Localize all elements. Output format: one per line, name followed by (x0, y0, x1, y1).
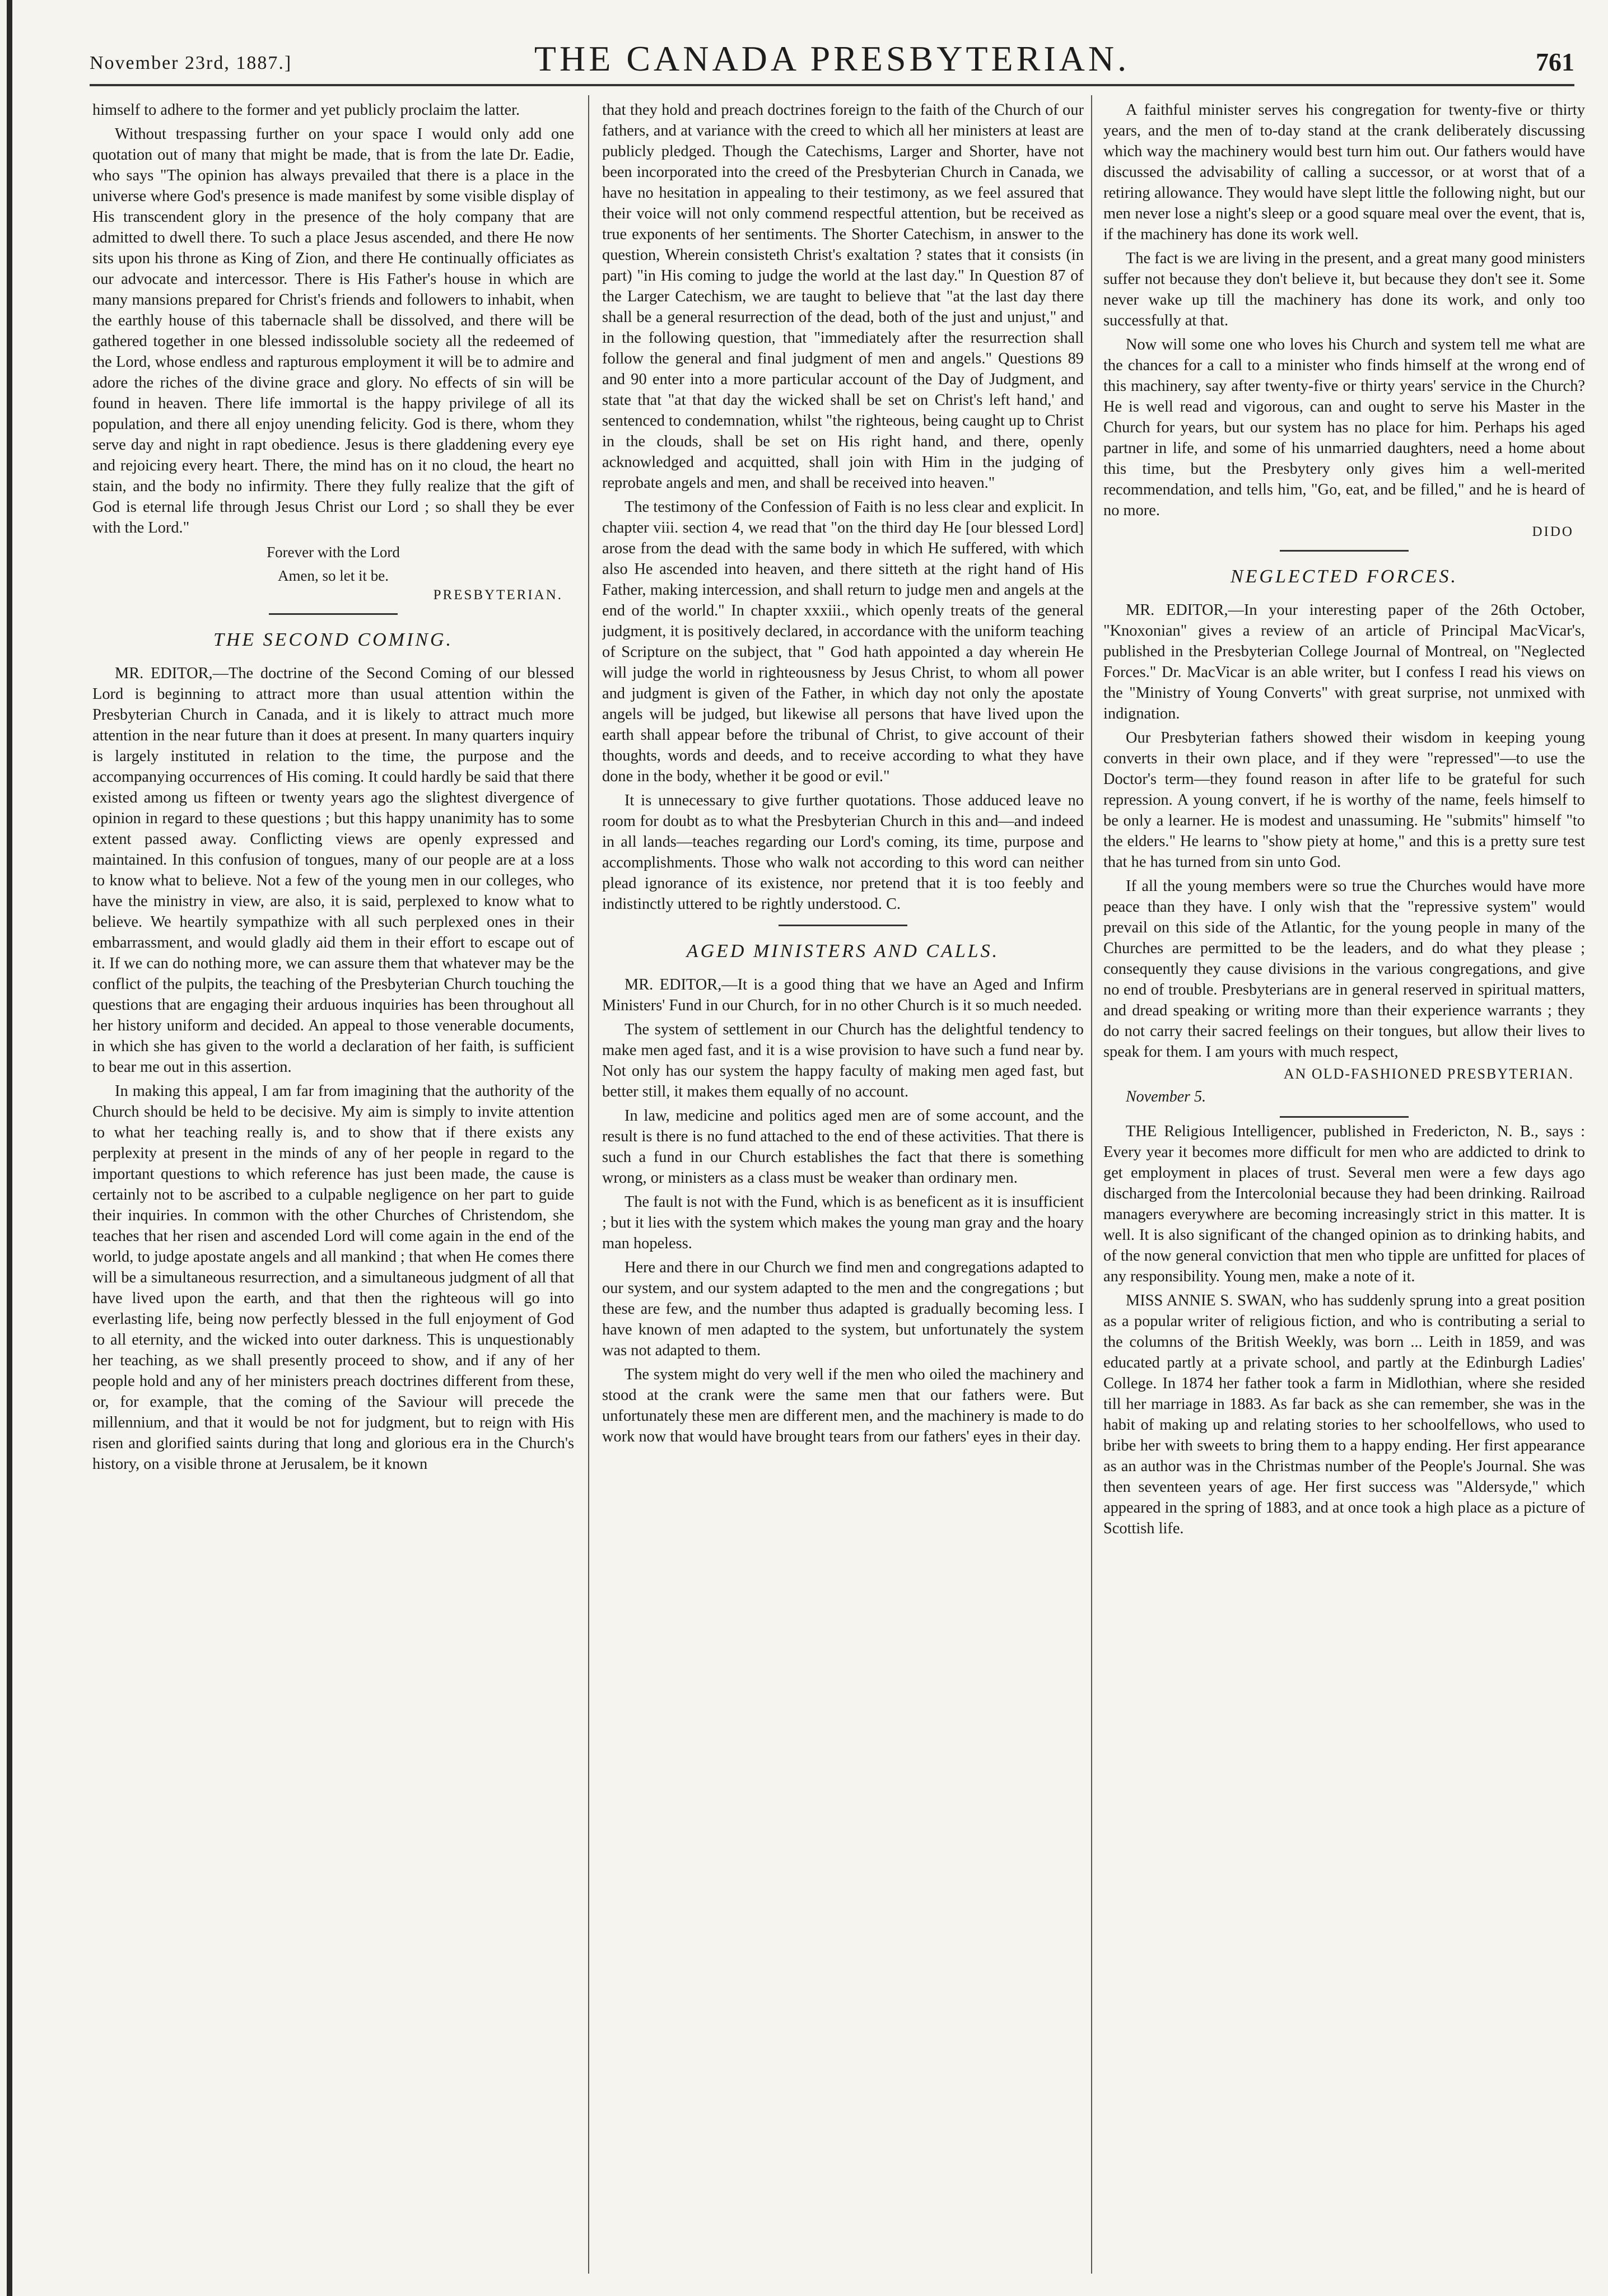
column-divider (588, 95, 589, 2274)
column-1 (92, 100, 574, 2279)
salutation: MR. EDITOR, (115, 665, 213, 682)
paragraph: Here and there in our Church we find men and congregations adapted to our system, and our system adapted to the men and the congregations ; but these are few, and the number thus adapted is gradually becoming less. I have known of men adapted to the system, but unfortunately the system was not adapted to them. (602, 1259, 1084, 1359)
paragraph: The testimony of the Confession of Faith is no less clear and explicit. In chapter viii. section 4, we read that "on the third day He [our blessed Lord] arose from the dead with the same body in which He suffered, with which also He ascended into heaven, and there sitteth at the right hand of His Father, making intercession, and shall return to judge men and angels at the end of the world." In chapter xxxiii., which openly treats of the general judgment, it is positively declared, in accordance with the uniform teaching of Scripture on the subject, that " God hath appointed a day wherein He will judge the world in righteousness by Jesus Christ, to whom all power and judgment is given of the Father, in which day not only the apostate angels will be judged, but likewise all persons that have lived upon the earth shall appear before the tribunal of Christ, to give account of their thoughts, words and deeds, and to receive according to what they have done in the body, whether it be good or evil." (602, 498, 1084, 785)
paragraph: The system might do very well if the men who oiled the machinery and stood at the crank were the same men that our fathers were. But unfortunately these men are different men, and the machinery is made to do work now that would have brought tears from our fathers' eyes in their day. (602, 1366, 1084, 1445)
paragraph-text: —The doctrine of the Second Coming of our blessed Lord is beginning to attract more than usual attention within the Presbyterian Church in Canada, and it is likely to attract much more attention in the near future than it does at present. In many quarters inquiry is largely instituted in relation to the time, the purpose and the accompanying occurrences of His coming. It could hardly be said that there existed among us fifteen or twenty years ago the slightest divergence of opinion in regard to these questions ; but this happy unanimity has to some extent passed away. Conflicting views are openly expressed and maintained. In this confusion of tongues, many of our people are at a loss to know what to believe. Not a few of the young men in our colleges, who have the ministry in view, are also, it is said, perplexed to know what to believe. We heartily sympathize with all such perplexed ones in their embarrassment, and would gladly aid them in their effort to escape out of it. If we can do nothing more, we can assure them that whatever may be the conflict of the pulpits, the teaching of the Presbyterian Church touching the questions that are engaging their arduous inquiries has been throughout all her history uniform and decided. An appeal to those venerable documents, in which she has given to the world a declaration of her faith, is sufficient to bear me out in this assertion. (92, 665, 574, 1076)
paragraph: In law, medicine and politics aged men are of some account, and the result is there is no fund attached to the end of these activities. That there is such a fund in our Church establishes the fact that there is something wrong, or ministers as a class must be weaker than ordinary men. (602, 1107, 1084, 1187)
paragraph (1103, 600, 1585, 724)
paragraph: The fact is we are living in the present, and a great many good ministers suffer not because they don't believe it, but because they don't see it. Some never wake up till the machinery has done its work, and only too successfully at that. (1103, 250, 1585, 329)
paragraph: In making this appeal, I am far from imagining that the authority of the Church should be held to be decisive. My aim is simply to invite attention to what her teaching really is, and to show that if there exists any perplexity at present in the minds of any of her people in regard to the important questions to which reference has just been made, the cause is certainly not to be ascribed to a culpable negligence on her part to guide their inquiries. In common with the other Churches of Christendom, she teaches that her risen and ascended Lord will come again in the end of the world, to judge apostate angels and all mankind ; that when He comes there will be a simultaneous resurrection, and a simultaneous judgment of all that have lived upon the earth, and that then the righteous will go into everlasting life, being now perfectly blessed in the full enjoyment of God to all eternity, and the wicked into outer darkness. This is unquestionably her teaching, as we shall presently proceed to show, and if any of her people hold and any of her ministers preach doctrines different from these, or, for example, that the coming of the Saviour will precede the millennium, and that it would be not for judgment, but to reign with His risen and glorified saints during that long and glorious era in the Church's history, on a visible throne at Jerusalem, be it known (92, 1082, 574, 1473)
separator-rule (779, 925, 907, 926)
article-heading: THE SECOND COMING. (213, 629, 454, 650)
article-heading: NEGLECTED FORCES. (1230, 566, 1458, 587)
page-edge-rule (7, 0, 12, 2296)
separator-rule (1280, 550, 1409, 552)
column-divider (1091, 95, 1092, 2274)
paragraph-text: —It is a good thing that we have an Aged and Infirm Ministers' Fund in our Church, for in no other Church is it so much needed. (602, 976, 1084, 1014)
header-rule (90, 84, 1574, 86)
paragraph-text: —In your interesting paper of the 26th October, "Knoxonian" gives a review of an article of Principal MacVicar's, published in the Presbyterian College Journal of Montreal, on "Neglected Forces." Dr. MacVicar is an able writer, but I confess I read his views on the "Ministry of Young Converts" with great surprise, not unmixed with indignation. (1103, 601, 1585, 722)
column-3 (1103, 100, 1585, 2279)
paragraph: Now will some one who loves his Church and system tell me what are the chances for a call to a minister who finds himself at the wrong end of this machinery, say after twenty-five or thirty years' service in the Church? He is well read and vigorous, can and ought to serve his Master in the Church for years, but our system has no place for him. Perhaps his aged partner in life, and some of his unmarried daughters, need a home about this time, but the Presbytery only gives him a well-merited recommendation, and tells him, "Go, eat, and be filled," and he is heard of no more. (1103, 336, 1585, 519)
paragraph: It is unnecessary to give further quotations. Those adduced leave no room for doubt as to what the Presbyterian Church in this and—and indeed in all lands—teaches regarding our Lord's coming, its time, purpose and accomplishments. Those who walk not according to this word can neither plead ignorance of its existence, nor pretend that it is too feebly and indistinctly uttered to be rightly understood. C. (602, 792, 1084, 913)
issue-date: November 23rd, 1887.] (90, 53, 292, 73)
paragraph: THE Religious Intelligencer, published in Fredericton, N. B., says : Every year it becomes more difficult for men who are addicted to drink to get employment in places of trust. Several men were a few days ago discharged from the Intercolonial because they had been drinking. Railroad managers everywhere are becoming increasingly strict in this matter. It is well. It is also significant of the changed opinion as to drinking habits, and of the now general conviction that men who tipple are unfitted for places of any responsibility. Young men, make a note of it. (1103, 1123, 1585, 1285)
salutation: MR. EDITOR, (624, 976, 722, 993)
verse-line: Amen, so let it be. (278, 567, 389, 584)
paragraph (602, 974, 1084, 1016)
separator-rule (1280, 1116, 1409, 1118)
column-2 (602, 100, 1084, 2279)
dateline: November 5. (1126, 1088, 1206, 1105)
paragraph: himself to adhere to the former and yet publicly proclaim the latter. (92, 101, 520, 119)
paragraph: that they hold and preach doctrines foreign to the faith of the Church of our fathers, and at variance with the creed to which all her ministers at least are publicly pledged. Though the Catechisms, Larger and Shorter, have not been incorporated into the creed of the Presbyterian Church in Canada, we have no hesitation in appealing to their testimony, as we feel assured that their voice will not only commend respectful attention, but be received as true exponents of her sentiments. The Shorter Catechism, in answer to the question, Wherein consisteth Christ's exaltation ? states that it consists (in part) "in His coming to judge the world at the last day." In Question 87 of the Larger Catechism, we are taught to believe that "at the last day there shall be a general resurrection of the dead, both of the just and unjust," and in the following question, that "immediately after the resurrection shall follow the general and final judgment of men and angels." Questions 89 and 90 enter into a more particular account of the Day of Judgment, and state that "at that day the wicked shall be set on Christ's left hand,' and sentenced to condemnation, whilst "the righteous, being caught up to Christ in the clouds, shall be set on His right hand, and there, openly acknowledged and acquitted, shall join with Him in the judging of reprobate angels and men, and shall be received into heaven." (602, 101, 1084, 492)
page-number: 761 (1536, 48, 1574, 76)
article-heading: AGED MINISTERS AND CALLS. (686, 941, 1000, 962)
paragraph: MISS ANNIE S. SWAN, who has suddenly sprung into a great position as a popular writer of religious fiction, and who is contributing a serial to the columns of the British Weekly, was born ... Leith in 1859, and was educated partly at a private school, and partly at the Edinburgh Ladies' College. In 1874 her father took a farm in Midlothian, where she resided till her marriage in 1883. As far back as she can remember, she was in the habit of making up and relating stories to her schoolfellows, who used to bribe her with sweets to bring them to a happy ending. Her first appearance as an author was in the Christmas number of the People's Journal. She was then seventeen years of age. Her first success was "Aldersyde," which appeared in the spring of 1883, and at once took a high place as a picture of Scottish life. (1103, 1292, 1585, 1537)
separator-rule (269, 613, 398, 615)
salutation: MR. EDITOR, (1126, 601, 1228, 619)
verse-line: Forever with the Lord (267, 544, 400, 561)
newspaper-title: THE CANADA PRESBYTERIAN. (534, 39, 1130, 78)
paragraph: Our Presbyterian fathers showed their wisdom in keeping young converts in their own place, and if they were "repressed"—to use the Doctor's term—they found reason in after life to be grateful for such repression. A young convert, if he is worthy of the name, feels himself to be only a learner. He is modest and unassuming. He "submits" himself "to the elders." He learns to "show piety at home," and this is a pretty sure test that he has turned from sin unto God. (1103, 729, 1585, 871)
signature: DIDO (1532, 524, 1574, 539)
paragraph: The system of settlement in our Church has the delightful tendency to make men aged fast, and it is a wise provision to have such a fund near by. Not only has our system the happy faculty of making men aged fast, but better still, it makes them equally of no account. (602, 1021, 1084, 1100)
signature: AN OLD-FASHIONED PRESBYTERIAN. (1283, 1066, 1574, 1082)
paragraph (92, 663, 574, 1077)
signature: PRESBYTERIAN. (433, 587, 563, 603)
paragraph: A faithful minister serves his congregation for twenty-five or thirty years, and the men of to-day stand at the crank deliberately discussing which way the machinery would best turn him out. Our fathers would have discussed the advisability of calling a successor, or at worst that of a retiring allowance. They would have slept little the following night, but our men never lose a night's sleep or a good square meal over the event, that is, if the machinery has done its work well. (1103, 101, 1585, 243)
paragraph: Without trespassing further on your space I would only add one quotation out of many that might be made, that is from the late Dr. Eadie, who says "The opinion has always prevailed that there is a place in the universe where God's presence is made manifest by some visible display of His transcendent glory in the presence of the holy company that are admitted to dwell there. To such a place Jesus ascended, and there He now sits upon his throne as King of Zion, and there He continually officiates as our advocate and intercessor. There is His Father's house in which are many mansions prepared for Christ's friends and followers to inhabit, when the earthly house of this tabernacle shall be dissolved, and there will be gathered together in one blessed indissoluble society all the redeemed of the Lord, whose endless and rapturous employment it will be to admire and adore the riches of the divine grace and glory. No effects of sin will be found in heaven. There life immortal is the happy privilege of all its population, and there all enjoy unending felicity. God is there, whom they serve day and night in rapt obedience. Jesus is there gladdening every eye and rejoicing every heart. There, the mind has on it no cloud, the heart no stain, and the body no infirmity. There they fully realize that the gift of God is eternal life through Jesus Christ our Lord ; so shall they be ever with the Lord." (92, 125, 574, 536)
paragraph: The fault is not with the Fund, which is as beneficent as it is insufficient ; but it lies with the system which makes the young man gray and the hoary man hopeless. (602, 1193, 1084, 1252)
paragraph: If all the young members were so true the Churches would have more peace than they have. I only wish that the "repressive system" would prevail on this side of the Atlantic, for the young people in many of the Churches are permitted to be the leaders, and do what they please ; consequently they cause divisions in the various congregations, and give no end of trouble. Presbyterians are in general reserved in spiritual matters, and dread speaking or writing more than their experience warrants ; they do not carry their sacred feelings on their tongues, but allow their lives to speak for them. I am yours with much respect, (1103, 878, 1585, 1061)
